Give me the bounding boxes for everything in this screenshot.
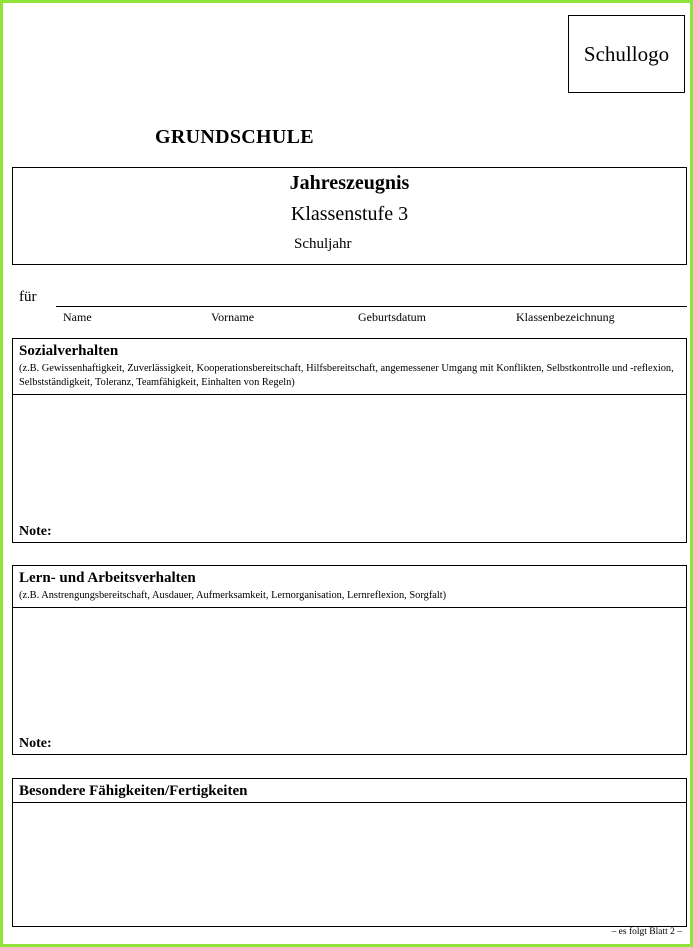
special-skills-title: Besondere Fähigkeiten/Fertigkeiten bbox=[19, 783, 248, 799]
social-behavior-description: (z.B. Gewissenhaftigkeit, Zuverlässigkeit, Kooperationsbereitschaft, Hilfsbereitschaft, angemessener Umgang mit Konflikten, Selbstkontrolle und -reflexion, Selbstständigkeit, Toleranz, Teamfähigkeit, Einhalten von Regeln) bbox=[19, 363, 674, 388]
first-name-field-label: Vorname bbox=[211, 310, 255, 324]
report-title: Jahreszeugnis bbox=[289, 172, 410, 194]
special-skills-section bbox=[12, 778, 687, 927]
school-year-label: Schuljahr bbox=[294, 236, 352, 252]
learning-behavior-title: Lern- und Arbeitsverhalten bbox=[19, 570, 196, 586]
social-behavior-grade-label: Note: bbox=[19, 524, 52, 539]
special-skills-header bbox=[13, 779, 686, 803]
birthdate-field-label: Geburtsdatum bbox=[358, 310, 426, 324]
learning-behavior-description: (z.B. Anstrengungsbereitschaft, Ausdauer, Aufmerksamkeit, Lernorganisation, Lernreflexion, Sorgfalt) bbox=[19, 590, 447, 601]
social-behavior-section bbox=[12, 338, 687, 543]
school-logo-label: Schullogo bbox=[583, 41, 670, 66]
learning-behavior-section bbox=[12, 565, 687, 755]
student-info-line bbox=[56, 306, 687, 307]
for-label: für bbox=[19, 289, 37, 305]
continuation-footer: – es folgt Blatt 2 – bbox=[611, 927, 682, 937]
report-title-box bbox=[12, 167, 687, 265]
name-field-label: Name bbox=[63, 310, 92, 324]
school-type-heading: GRUNDSCHULE bbox=[155, 126, 314, 148]
learning-behavior-grade-label: Note: bbox=[19, 736, 52, 751]
class-field-label: Klassenbezeichnung bbox=[516, 310, 615, 324]
social-behavior-title: Sozialverhalten bbox=[19, 343, 119, 359]
grade-level: Klassenstufe 3 bbox=[290, 203, 409, 225]
social-behavior-header bbox=[13, 339, 686, 395]
school-logo-placeholder bbox=[568, 15, 685, 93]
learning-behavior-header bbox=[13, 566, 686, 608]
